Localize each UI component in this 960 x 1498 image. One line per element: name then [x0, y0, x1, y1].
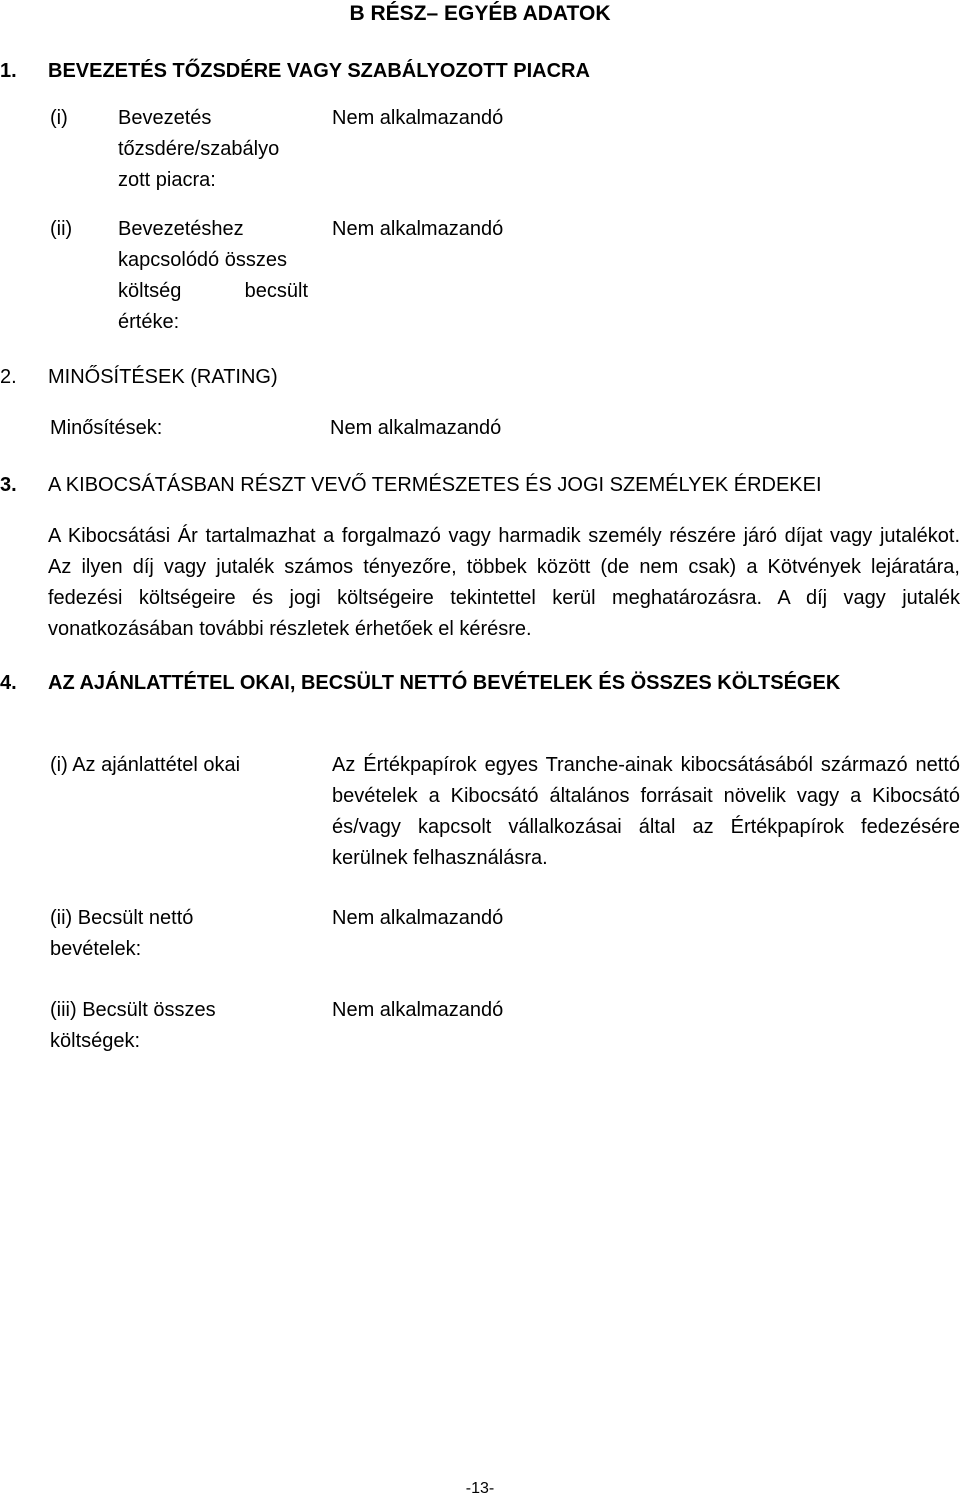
item-4-ii-value: Nem alkalmazandó [332, 907, 504, 929]
item-4-iii-value: Nem alkalmazandó [332, 999, 504, 1021]
item-1-ii-value: Nem alkalmazandó [332, 218, 504, 240]
label-line: tőzsdére/szabályo [118, 138, 280, 160]
label-line: bevételek: [50, 938, 142, 960]
label-line: kapcsolódó összes [118, 249, 287, 271]
label-line: (ii) Becsült nettó [50, 907, 194, 929]
item-1-ii-marker: (ii) [50, 218, 73, 240]
page-number: -13- [465, 1480, 495, 1497]
section-3-number: 3. [0, 474, 17, 496]
section-4-number: 4. [0, 672, 17, 694]
label-line: értéke: [118, 311, 180, 333]
section-3-heading [0, 474, 960, 502]
ratings-value: Nem alkalmazandó [330, 417, 502, 439]
label-line: (iii) Becsült összes [50, 999, 216, 1021]
section-1-title: BEVEZETÉS TŐZSDÉRE VAGY SZABÁLYOZOTT PIACRA [48, 60, 590, 82]
item-4-iii-label [50, 995, 320, 1057]
label-line: költség becsült [118, 280, 308, 302]
item-1-i-marker: (i) [50, 107, 68, 129]
section-2-number: 2. [0, 366, 17, 388]
section-1-heading [0, 60, 960, 88]
section-4-heading [0, 672, 960, 700]
item-1-i-value: Nem alkalmazandó [332, 107, 504, 129]
item-1-ii-label [118, 214, 308, 338]
section-1-number: 1. [0, 60, 17, 82]
label-line: költségek: [50, 1030, 141, 1052]
section-3-title: A KIBOCSÁTÁSBAN RÉSZT VEVŐ TERMÉSZETES ÉS JOGI SZEMÉLYEK ÉRDEKEI [48, 474, 822, 496]
ratings-label: Minősítések: [50, 417, 163, 439]
label-line: Bevezetés [118, 107, 212, 129]
item-4-i-label [50, 750, 320, 781]
item-4-i-value: Az Értékpapírok egyes Tranche-ainak kibocsátásából származó nettó bevételek a Kibocsátó általános forrásait növelik vagy a Kibocsátó és/vagy kapcsolt vállalkozásai által az Értékpapírok fedezésére kerülnek felhasználásra. [332, 754, 960, 869]
section-2-heading [0, 366, 960, 394]
section-4-title: AZ AJÁNLATTÉTEL OKAI, BECSÜLT NETTÓ BEVÉTELEK ÉS ÖSSZES KÖLTSÉGEK [48, 672, 841, 694]
label-line: (i) Az ajánlattétel okai [50, 754, 241, 776]
section-2-title: MINŐSÍTÉSEK (RATING) [48, 366, 278, 388]
document-title: B RÉSZ– EGYÉB ADATOK [349, 2, 611, 25]
interests-paragraph: A Kibocsátási Ár tartalmazhat a forgalmazó vagy harmadik személy részére járó díjat vagy jutalékot. Az ilyen díj vagy jutalék számos tényezőre, többek között (de nem csak) a Kötvények lejáratára, fedezési költségeire és jogi költségeire tekintettel kerül meghatározásra. A díj vagy jutalék vonatkozásában további részletek érhetőek el kérésre. [48, 525, 960, 640]
label-line: zott piacra: [118, 169, 216, 191]
label-line: Bevezetéshez [118, 218, 244, 240]
item-1-i-label [118, 103, 308, 196]
item-4-ii-label [50, 903, 320, 965]
